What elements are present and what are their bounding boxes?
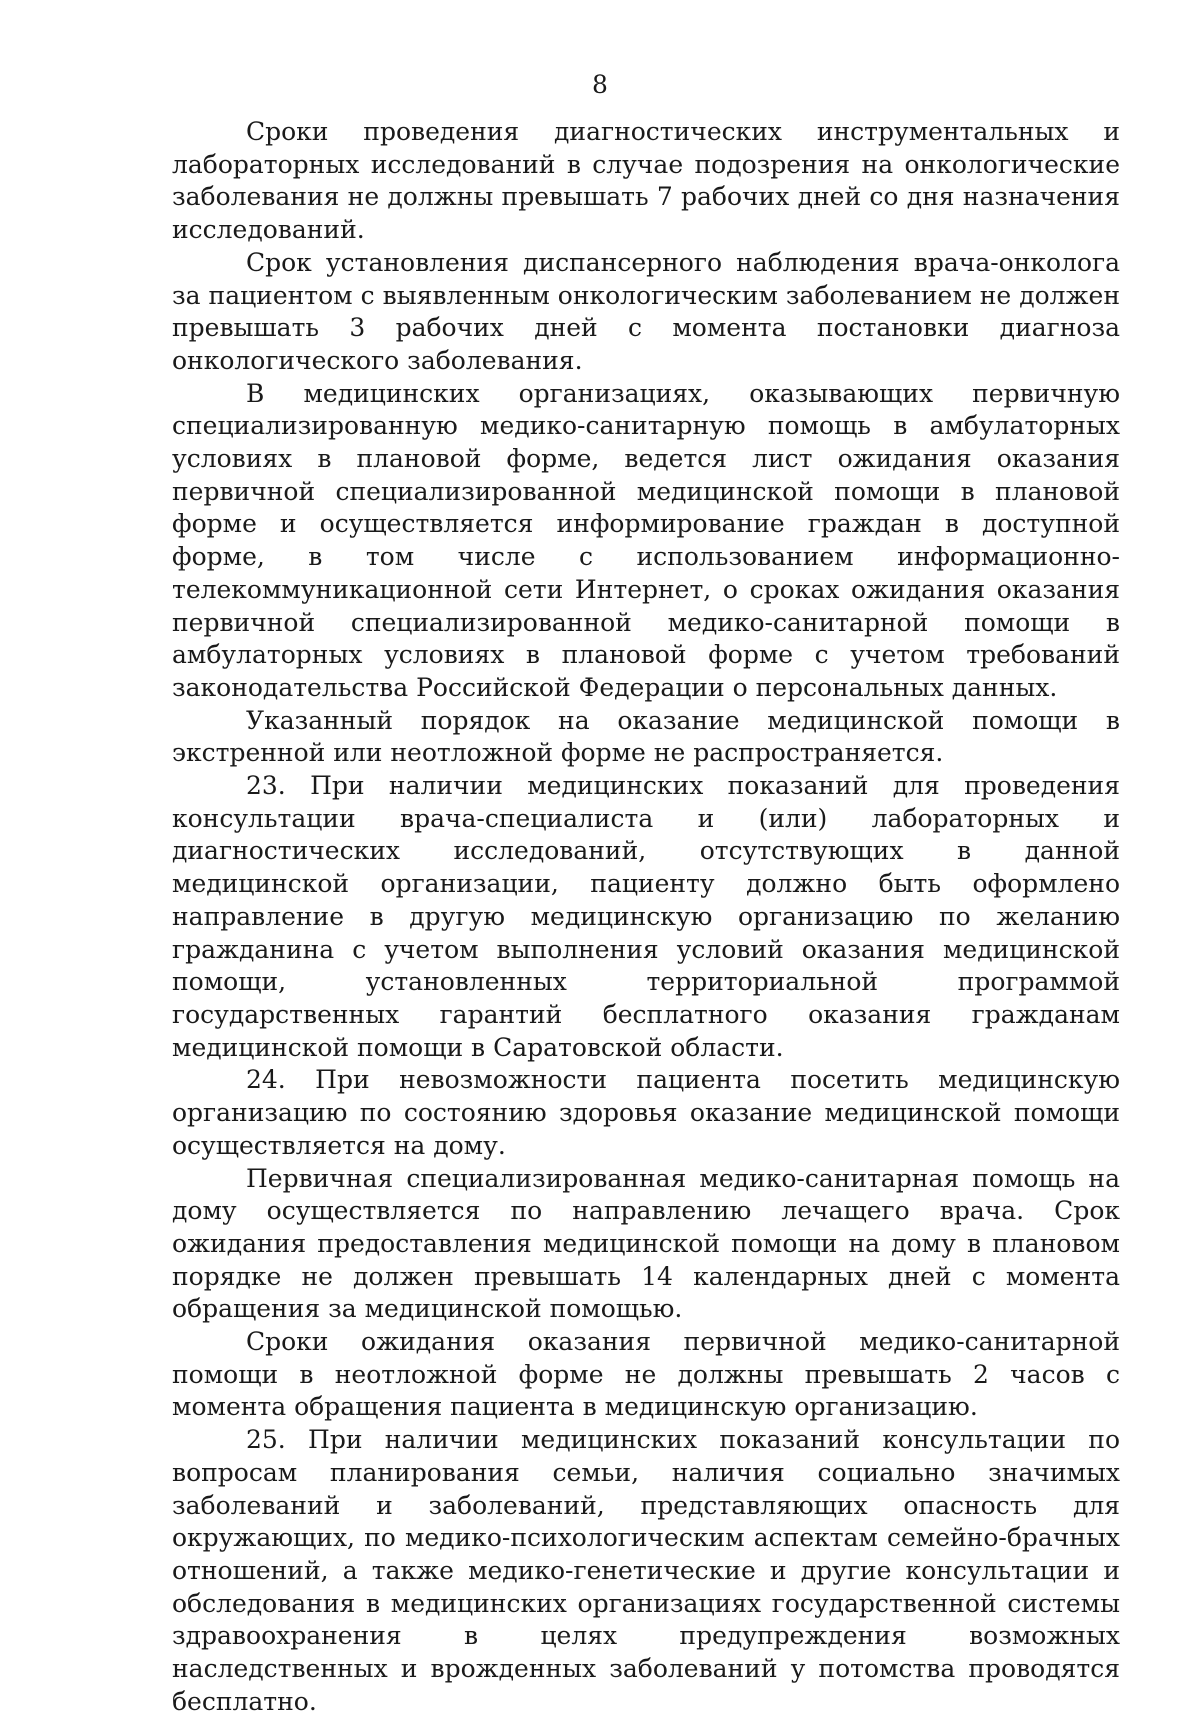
paragraph-item-25: 25. При наличии медицинских показаний консультации по вопросам планирования семьи, наличия социально значимых заболеваний и заболеваний, представляющих опасность для окружающих, по медико-психологическим аспектам семейно-брачных отношений, а также медико-генетические и другие консультации и обследования в медицинских организациях государственной системы здравоохранения в целях предупреждения возможных наследственных и врожденных заболеваний у потомства проводятся бесплатно.: [172, 1425, 1120, 1716]
page-number: 8: [592, 70, 608, 99]
paragraph-urgent-care-terms: Сроки ожидания оказания первичной медико-санитарной помощи в неотложной форме не должны превышать 2 часов с момента обращения пациента в медицинскую организацию.: [172, 1327, 1120, 1422]
paragraph-home-care: Первичная специализированная медико-санитарная помощь на дому осуществляется по направлению лечащего врача. Срок ожидания предоставления медицинской помощи на дому в плановом порядке не должен превышать 14 календарных дней с момента обращения за медицинской помощью.: [172, 1163, 1120, 1324]
paragraph-waiting-list: В медицинских организациях, оказывающих первичную специализированную медико-санитарную помощь в амбулаторных условиях в плановой форме, ведется лист ожидания оказания первичной специализированной медицинской помощи в плановой форме и осуществляется информирование граждан в доступной форме, в том числе с использованием информационно-телекоммуникационной сети Интернет, о сроках ожидания оказания первичной специализированной медико-санитарной помощи в амбулаторных условиях в плановой форме с учетом требований законодательства Российской Федерации о персональных данных.: [172, 378, 1120, 702]
paragraph-emergency-exception: Указанный порядок на оказание медицинской помощи в экстренной или неотложной форме не распространяется.: [172, 705, 1120, 768]
paragraph-dispensary-observation: Срок установления диспансерного наблюдения врача-онколога за пациентом с выявленным онкологическим заболеванием не должен превышать 3 рабочих дней с момента постановки диагноза онкологического заболевания.: [172, 247, 1120, 375]
paragraph-item-23: 23. При наличии медицинских показаний для проведения консультации врача-специалиста и (или) лабораторных и диагностических исследований, отсутствующих в данной медицинской организации, пациенту должно быть оформлено направление в другую медицинскую организацию по желанию гражданина с учетом выполнения условий оказания медицинской помощи, установленных территориальной программой государственных гарантий бесплатного оказания гражданам медицинской помощи в Саратовской области.: [172, 771, 1120, 1062]
document-body: [172, 116, 1120, 1718]
paragraph-item-24: 24. При невозможности пациента посетить медицинскую организацию по состоянию здоровья оказание медицинской помощи осуществляется на дому.: [172, 1065, 1120, 1160]
paragraph-diagnostic-terms: Сроки проведения диагностических инструментальных и лабораторных исследований в случае подозрения на онкологические заболевания не должны превышать 7 рабочих дней со дня назначения исследований.: [172, 117, 1120, 245]
